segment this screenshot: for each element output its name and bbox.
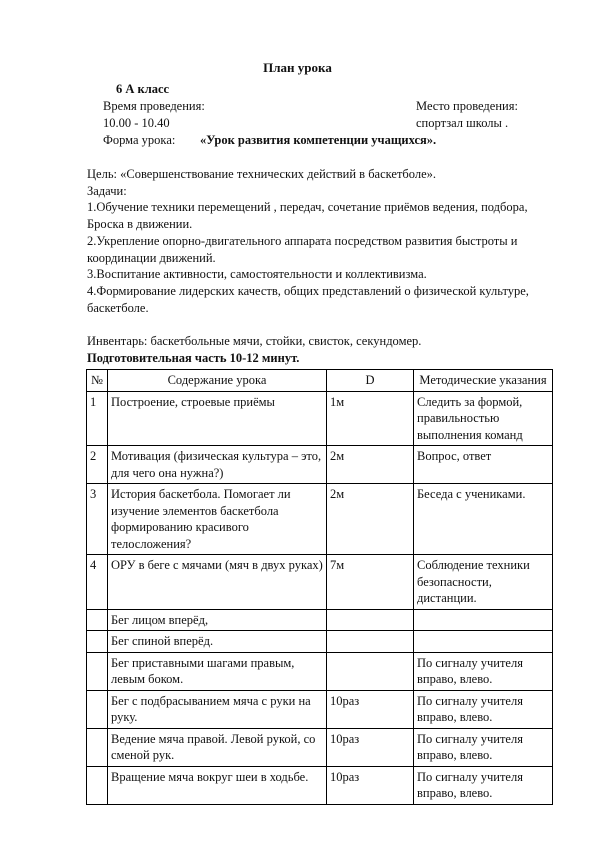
table-row xyxy=(87,652,553,690)
cell-number: 1 xyxy=(87,391,108,446)
cell-number xyxy=(87,609,108,631)
cell-content: Бег приставными шагами правым, левым боком. xyxy=(108,652,327,690)
cell-content: Построение, строевые приёмы xyxy=(108,391,327,446)
place-label: Место проведения: xyxy=(416,99,518,113)
lesson-table xyxy=(86,369,553,805)
cell-method: Соблюдение техники безопасности, дистанции. xyxy=(414,555,553,610)
table-row xyxy=(87,484,553,555)
cell-number xyxy=(87,631,108,653)
cell-method: По сигналу учителя вправо, влево. xyxy=(414,728,553,766)
cell-content: Вращение мяча вокруг шеи в ходьбе. xyxy=(108,766,327,804)
cell-method: По сигналу учителя вправо, влево. xyxy=(414,766,553,804)
cell-duration xyxy=(327,652,414,690)
header-number: № xyxy=(87,370,108,392)
cell-number xyxy=(87,728,108,766)
cell-number: 4 xyxy=(87,555,108,610)
task-item: 1.Обучение техники перемещений , передач, сочетание приёмов ведения, подбора, Броска в движении. xyxy=(87,200,528,232)
cell-number: 3 xyxy=(87,484,108,555)
time-label: Время проведения: xyxy=(103,99,205,113)
cell-content: ОРУ в беге с мячами (мяч в двух руках) xyxy=(108,555,327,610)
cell-content: Мотивация (физическая культура – это, для чего она нужна?) xyxy=(108,446,327,484)
header-content: Содержание урока xyxy=(108,370,327,392)
cell-method: По сигналу учителя вправо, влево. xyxy=(414,652,553,690)
header-duration: D xyxy=(327,370,414,392)
table-row xyxy=(87,766,553,804)
table-row xyxy=(87,609,553,631)
cell-duration: 2м xyxy=(327,484,414,555)
cell-duration xyxy=(327,609,414,631)
cell-content: Бег лицом вперёд, xyxy=(108,609,327,631)
cell-duration: 10раз xyxy=(327,766,414,804)
inventory-text: Инвентарь: баскетбольные мячи, стойки, свисток, секундомер. xyxy=(87,334,422,349)
table-row xyxy=(87,391,553,446)
tasks-label: Задачи: xyxy=(87,183,127,198)
cell-number: 2 xyxy=(87,446,108,484)
cell-number xyxy=(87,766,108,804)
cell-content: Бег с подбрасыванием мяча с руки на руку. xyxy=(108,690,327,728)
cell-duration: 2м xyxy=(327,446,414,484)
task-item: 3.Воспитание активности, самостоятельности и коллективизма. xyxy=(87,267,427,282)
cell-method: Вопрос, ответ xyxy=(414,446,553,484)
cell-duration xyxy=(327,631,414,653)
cell-method xyxy=(414,609,553,631)
table-row xyxy=(87,690,553,728)
page-title: План урока xyxy=(263,60,332,75)
task-item: 2.Укрепление опорно-двигательного аппарата посредством развития быстроты и координации движений. xyxy=(87,233,518,265)
cell-number xyxy=(87,690,108,728)
cell-method: По сигналу учителя вправо, влево. xyxy=(414,690,553,728)
table-header-row xyxy=(87,370,553,392)
cell-method: Следить за формой, правильностью выполнения команд xyxy=(414,391,553,446)
table-row xyxy=(87,555,553,610)
form-label: Форма урока: xyxy=(103,133,176,147)
cell-method xyxy=(414,631,553,653)
table-row xyxy=(87,631,553,653)
cell-content: Ведение мяча правой. Левой рукой, со сменой рук. xyxy=(108,728,327,766)
place-value: спортзал школы . xyxy=(416,116,509,130)
cell-duration: 10раз xyxy=(327,690,414,728)
task-item: 4.Формирование лидерских качеств, общих представлений о физической культуре, баскетболе. xyxy=(87,283,529,315)
table-row xyxy=(87,446,553,484)
goal-text: Цель: «Совершенствование технических действий в баскетболе». xyxy=(87,167,437,181)
lesson-body xyxy=(87,166,557,366)
cell-duration: 10раз xyxy=(327,728,414,766)
header-method: Методические указания xyxy=(414,370,553,392)
cell-duration: 1м xyxy=(327,391,414,446)
time-value: 10.00 - 10.40 xyxy=(103,116,170,130)
class-label: 6 А класс xyxy=(116,82,170,96)
cell-method: Беседа с учениками. xyxy=(414,484,553,555)
cell-number xyxy=(87,652,108,690)
cell-content: История баскетбола. Помогает ли изучение элементов баскетбола формированию красивого телосложения? xyxy=(108,484,327,555)
table-row xyxy=(87,728,553,766)
cell-content: Бег спиной вперёд. xyxy=(108,631,327,653)
prep-part-heading: Подготовительная часть 10-12 минут. xyxy=(87,350,300,365)
cell-duration: 7м xyxy=(327,555,414,610)
form-value: «Урок развития компетенции учащихся». xyxy=(200,133,437,147)
